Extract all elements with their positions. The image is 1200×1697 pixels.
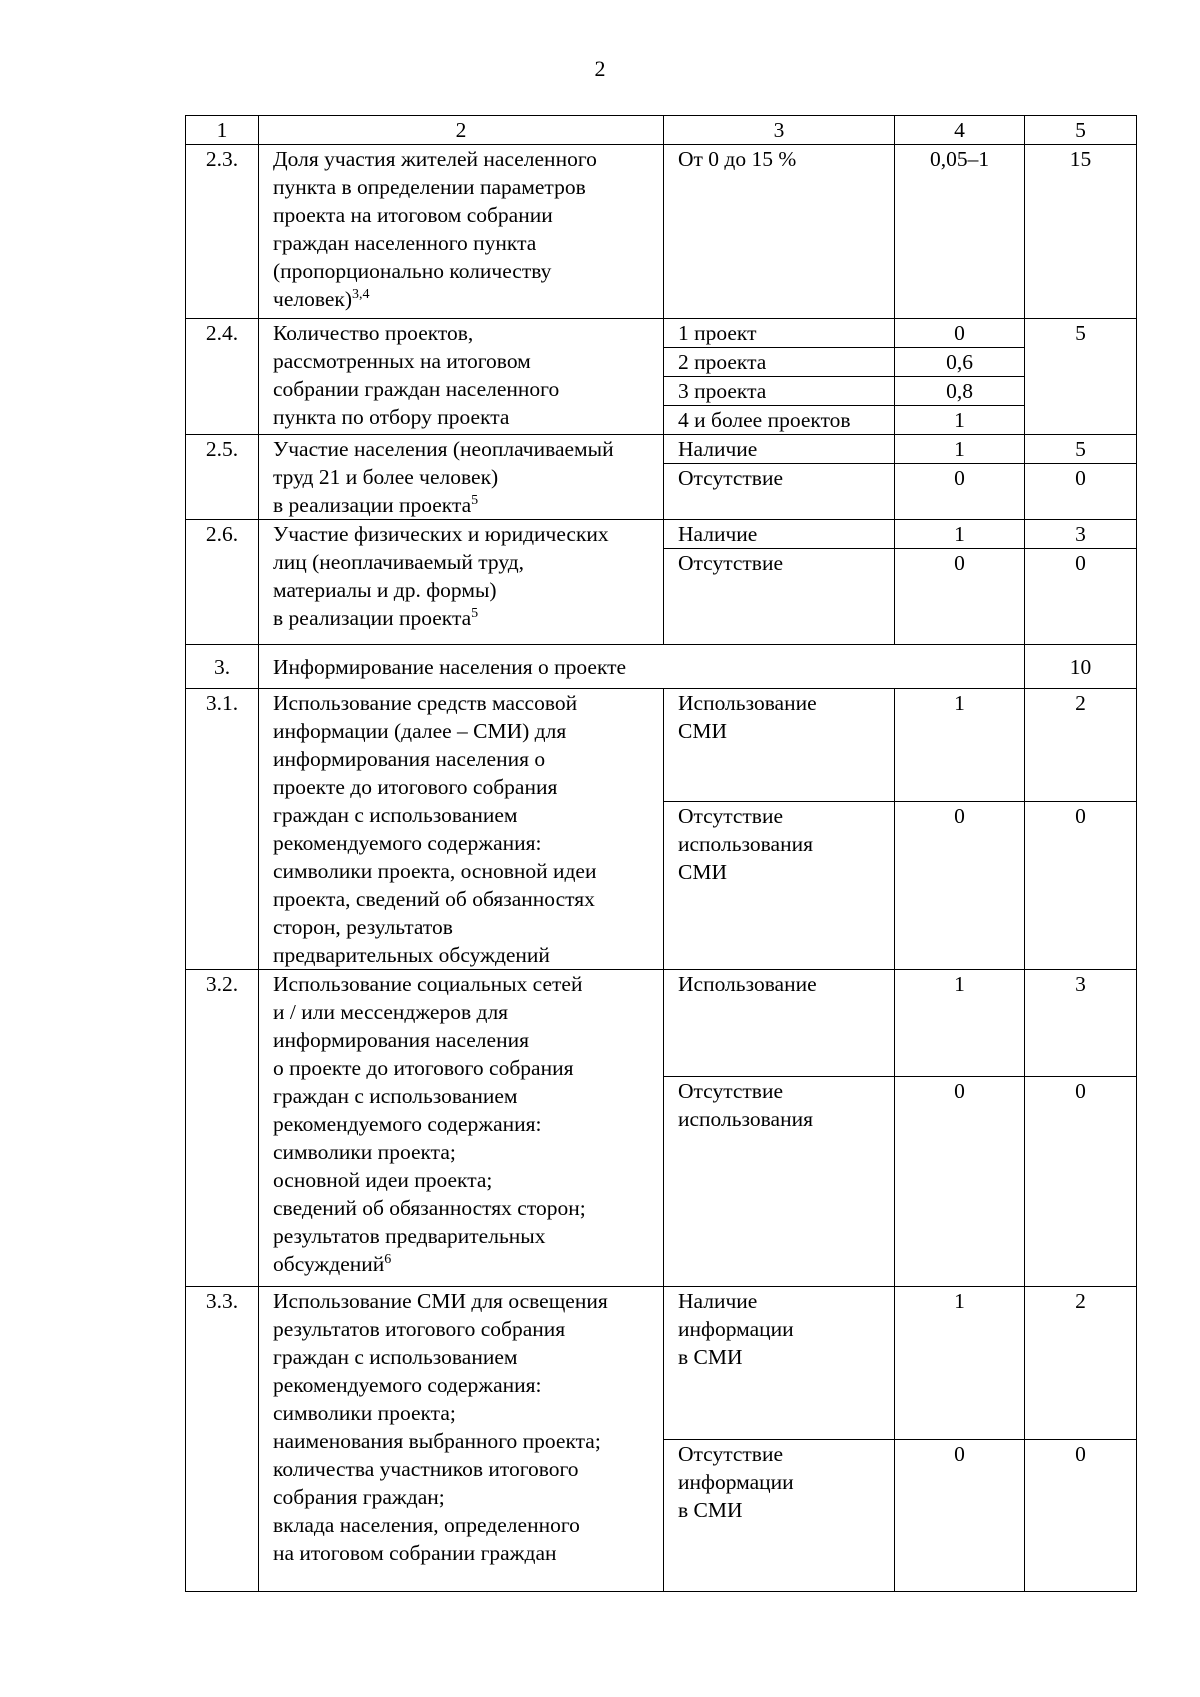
points: 0 — [1025, 801, 1137, 969]
text-line: рекомендуемого содержания: — [273, 831, 542, 855]
option-label: 1 проект — [664, 319, 895, 348]
coefficient: 0 — [895, 464, 1025, 520]
text-line: предварительных обсуждений — [273, 943, 550, 967]
text-line: информации — [678, 1317, 794, 1341]
text-fragment: в реализации проекта — [273, 493, 472, 517]
coefficient: 1 — [895, 1287, 1025, 1440]
text-line: СМИ — [678, 719, 727, 743]
coefficient: 0,05–1 — [895, 145, 1025, 319]
coefficient: 1 — [895, 435, 1025, 464]
option-label — [664, 801, 895, 969]
section-number: 3. — [186, 645, 259, 689]
criterion-text — [259, 435, 664, 520]
points: 5 — [1025, 435, 1137, 464]
table-row — [186, 435, 1137, 464]
criterion-number: 3.2. — [186, 970, 259, 1287]
text-line: Наличие — [678, 1289, 758, 1313]
text-line: граждан с использованием — [273, 1084, 518, 1108]
text-line: пункта по отбору проекта — [273, 405, 510, 429]
text-line: Количество проектов, — [273, 321, 474, 345]
points: 3 — [1025, 970, 1137, 1077]
criterion-text — [259, 1287, 664, 1592]
text-line: собрания граждан; — [273, 1485, 445, 1509]
text-line — [273, 491, 657, 519]
text-line: Отсутствие — [678, 803, 783, 828]
criterion-number: 2.6. — [186, 520, 259, 645]
text-line: рекомендуемого содержания: — [273, 1112, 542, 1136]
text-line: количества участников итогового — [273, 1457, 579, 1481]
points: 0 — [1025, 1439, 1137, 1592]
table-row — [186, 319, 1137, 348]
text-line: использования — [678, 1106, 813, 1131]
coefficient: 1 — [895, 520, 1025, 549]
points: 10 — [1025, 645, 1137, 689]
points: 5 — [1025, 319, 1137, 435]
text-line: основной идеи проекта; — [273, 1168, 493, 1192]
text-line: Участие физических и юридических — [273, 522, 609, 546]
criterion-number: 3.3. — [186, 1287, 259, 1592]
text-line: использования — [678, 831, 813, 856]
text-line: результатов итогового собрания — [273, 1317, 566, 1341]
text-line: Использование средств массовой — [273, 691, 578, 715]
footnote-ref: 6 — [384, 1252, 392, 1267]
option-label: От 0 до 15 % — [664, 145, 895, 319]
text-line: граждан с использованием — [273, 803, 518, 827]
criterion-text — [259, 970, 664, 1287]
option-label: Наличие — [664, 520, 895, 549]
text-line: граждан населенного пункта — [273, 231, 537, 255]
text-line: материалы и др. формы) — [273, 578, 497, 602]
coefficient: 0 — [895, 1439, 1025, 1592]
header-cell: 3 — [664, 116, 895, 145]
header-cell: 5 — [1025, 116, 1137, 145]
table-header-row — [186, 116, 1137, 145]
table-row — [186, 520, 1137, 549]
text-line: Использование — [678, 691, 817, 715]
text-line: собрании граждан населенного — [273, 377, 560, 401]
option-label — [664, 1287, 895, 1440]
text-line: труд 21 и более человек) — [273, 465, 499, 489]
criterion-text — [259, 319, 664, 435]
points: 2 — [1025, 1287, 1137, 1440]
points: 0 — [1025, 549, 1137, 645]
text-line: проекте до итогового собрания — [273, 775, 558, 799]
text-line: Отсутствие — [678, 1078, 783, 1103]
footnote-ref: 5 — [471, 493, 479, 508]
criterion-text — [259, 689, 664, 970]
page-number: 2 — [594, 56, 606, 81]
text-line: символики проекта; — [273, 1140, 456, 1164]
option-label — [664, 970, 895, 1077]
text-line: Использование — [678, 972, 817, 996]
coefficient: 0 — [895, 801, 1025, 969]
text-line: Использование СМИ для освещения — [273, 1289, 608, 1313]
criterion-text — [259, 520, 664, 645]
text-fragment: обсуждений — [273, 1252, 385, 1276]
table-row — [186, 145, 1137, 319]
section-row — [186, 645, 1137, 689]
text-line: сведений об обязанностях сторон; — [273, 1196, 586, 1220]
option-label: Отсутствие — [664, 464, 895, 520]
text-line: Доля участия жителей населенного — [273, 147, 597, 171]
text-fragment: в реализации проекта — [273, 606, 472, 630]
text-line: Участие населения (неоплачиваемый — [273, 437, 614, 461]
option-label — [664, 1439, 895, 1592]
criterion-number: 2.5. — [186, 435, 259, 520]
option-label: 3 проекта — [664, 377, 895, 406]
points: 0 — [1025, 464, 1137, 520]
text-line: лиц (неоплачиваемый труд, — [273, 550, 525, 574]
text-line: сторон, результатов — [273, 915, 453, 939]
text-line: Отсутствие — [678, 1441, 783, 1466]
text-fragment: человек) — [273, 287, 353, 311]
text-line — [273, 604, 657, 632]
points: 0 — [1025, 1076, 1137, 1286]
coefficient: 1 — [895, 970, 1025, 1077]
text-line: на итоговом собрании граждан — [273, 1541, 557, 1565]
option-label — [664, 1076, 895, 1286]
table-row — [186, 689, 1137, 802]
option-label: 4 и более проектов — [664, 406, 895, 435]
coefficient: 1 — [895, 689, 1025, 802]
option-label: Наличие — [664, 435, 895, 464]
points: 2 — [1025, 689, 1137, 802]
text-line: символики проекта, основной идеи — [273, 859, 597, 883]
points: 3 — [1025, 520, 1137, 549]
criteria-table — [185, 115, 1137, 1592]
header-cell: 2 — [259, 116, 664, 145]
footnote-ref: 5 — [471, 606, 479, 621]
text-line: пункта в определении параметров — [273, 175, 586, 199]
criterion-number: 3.1. — [186, 689, 259, 970]
text-line: граждан с использованием — [273, 1345, 518, 1369]
table-row — [186, 970, 1137, 1077]
criterion-text — [259, 145, 664, 319]
option-label: Отсутствие — [664, 549, 895, 645]
text-line: информации — [678, 1469, 794, 1494]
coefficient: 1 — [895, 406, 1025, 435]
text-line: Использование социальных сетей — [273, 972, 583, 996]
text-line: и / или мессенджеров для — [273, 1000, 509, 1024]
text-line: в СМИ — [678, 1345, 743, 1369]
text-line: рассмотренных на итоговом — [273, 349, 531, 373]
text-line: в СМИ — [678, 1497, 743, 1522]
coefficient: 0,6 — [895, 348, 1025, 377]
coefficient: 0 — [895, 1076, 1025, 1286]
text-line: наименования выбранного проекта; — [273, 1429, 601, 1453]
text-line — [273, 1250, 657, 1286]
text-line: информирования населения — [273, 1028, 529, 1052]
text-line — [273, 285, 657, 313]
footnote-ref: 3,4 — [352, 287, 370, 302]
text-line: проекта, сведений об обязанностях — [273, 887, 595, 911]
text-line: о проекте до итогового собрания — [273, 1056, 574, 1080]
text-line: символики проекта; — [273, 1401, 456, 1425]
text-line: рекомендуемого содержания: — [273, 1373, 542, 1397]
coefficient: 0,8 — [895, 377, 1025, 406]
header-cell: 4 — [895, 116, 1025, 145]
criterion-number: 2.4. — [186, 319, 259, 435]
text-line: СМИ — [678, 859, 727, 884]
option-label: 2 проекта — [664, 348, 895, 377]
text-line: (пропорционально количеству — [273, 259, 552, 283]
header-cell: 1 — [186, 116, 259, 145]
table-row — [186, 1287, 1137, 1440]
coefficient: 0 — [895, 549, 1025, 645]
section-title: Информирование населения о проекте — [259, 645, 1025, 689]
coefficient: 0 — [895, 319, 1025, 348]
text-line: результатов предварительных — [273, 1224, 546, 1248]
criterion-number: 2.3. — [186, 145, 259, 319]
text-line: информации (далее – СМИ) для — [273, 719, 567, 743]
text-line: информирования населения о — [273, 747, 546, 771]
points: 15 — [1025, 145, 1137, 319]
text-line: вклада населения, определенного — [273, 1513, 580, 1537]
text-line: проекта на итоговом собрании — [273, 203, 553, 227]
option-label — [664, 689, 895, 802]
